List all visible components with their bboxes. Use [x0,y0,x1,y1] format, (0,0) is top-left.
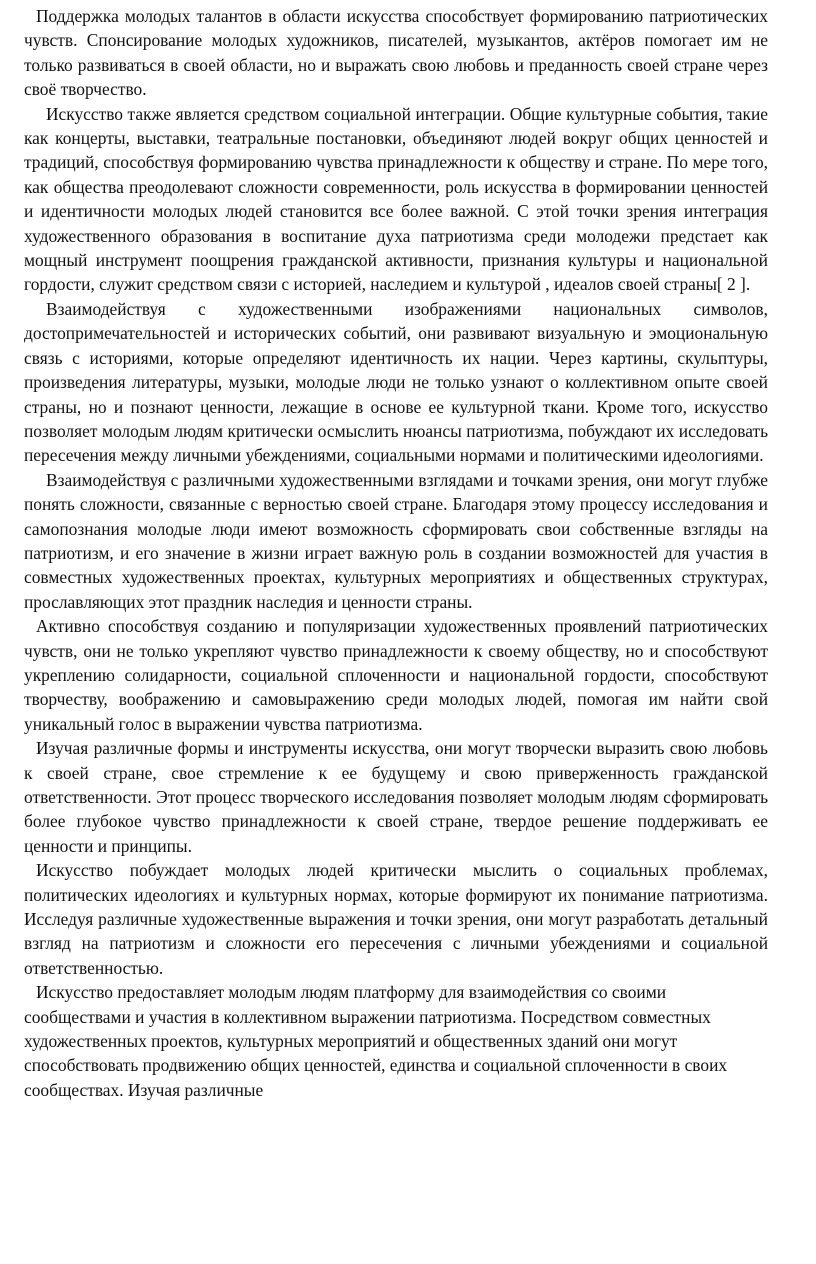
paragraph-5: Активно способствуя созданию и популяризации художественных проявлений патриотических чувств, они не только укрепляют чувство принадлежности к своему обществу, но и способствуют укреплению солидарности, социальной сплоченности и национальной гордости, способствуют творчеству, воображению и самовыражению среди молодых людей, помогая им найти свой уникальный голос в выражении чувства патриотизма. [24,616,768,734]
paragraph-7: Искусство побуждает молодых людей критически мыслить о социальных проблемах, политических идеологиях и культурных нормах, которые формируют их понимание патриотизма. Исследуя различные художественные выражения и точки зрения, они могут разработать детальный взгляд на патриотизм и сложности его пересечения с личными убеждениями и социальной ответственностью. [24,860,768,978]
paragraph-6: Изучая различные формы и инструменты искусства, они могут творчески выразить свою любовь к своей стране, свое стремление к ее будущему и свою приверженность гражданской ответственности. Этот процесс творческого исследования позволяет молодым людям сформировать более глубокое чувство принадлежности к своей стране, твердое решение поддерживать ее ценности и принципы. [24,738,768,856]
paragraph-1: Поддержка молодых талантов в области искусства способствует формированию патриотических чувств. Спонсирование молодых художников, писателей, музыкантов, актёров помогает им не только развиваться в своей области, но и выражать свою любовь и преданность своей стране через своё творчество. [24,6,768,100]
paragraph-3: Взаимодействуя с художественными изображениями национальных символов, достопримечательностей и исторических событий, они развивают визуальную и эмоциональную связь с историями, которые определяют идентичность их нации. Через картины, скульптуры, произведения литературы, музыки, молодые люди не только узнают о коллективном опыте своей страны, но и познают ценности, лежащие в основе ее культурной ткани. Кроме того, искусство позволяет молодым людям критически осмыслить нюансы патриотизма, побуждают их исследовать пересечения между личными убеждениями, социальными нормами и политическими идеологиями. [24,298,768,466]
paragraph-8: Искусство предоставляет молодым людям платформу для взаимодействия со своими сообществами и участия в коллективном выражении патриотизма. Посредством совместных художественных проектов, культурных мероприятий и общественных зданий они могут способствовать продвижению общих ценностей, единства и социальной сплоченности в своих сообществах. Изучая различные [24,982,728,1100]
paragraph-4: Взаимодействуя с различными художественными взглядами и точками зрения, они могут глубже понять сложности, связанные с верностью своей стране. Благодаря этому процессу исследования и самопознания молодые люди имеют возможность сформировать свои собственные взгляды на патриотизм, и его значение в жизни играет важную роль в создании возможностей для участия в совместных художественных проектах, культурных мероприятиях и общественных структурах, прославляющих этот праздник наследия и ценности страны. [24,469,768,612]
paragraph-2: Искусство также является средством социальной интеграции. Общие культурные события, такие как концерты, выставки, театральные постановки, объединяют людей вокруг общих ценностей и традиций, способствуя формированию чувства принадлежности к обществу и стране. По мере того, как общества преодолевают сложности современности, роль искусства в формировании ценностей и идентичности молодых людей становится все более важной. С этой точки зрения интеграция художественного образования в воспитание духа патриотизма среди молодежи предстает как мощный инструмент поощрения гражданской активности, признания культуры и национальной гордости, служит средством связи с историей, наследием и культурой , идеалов своей страны[ 2 ]. [24,103,768,295]
